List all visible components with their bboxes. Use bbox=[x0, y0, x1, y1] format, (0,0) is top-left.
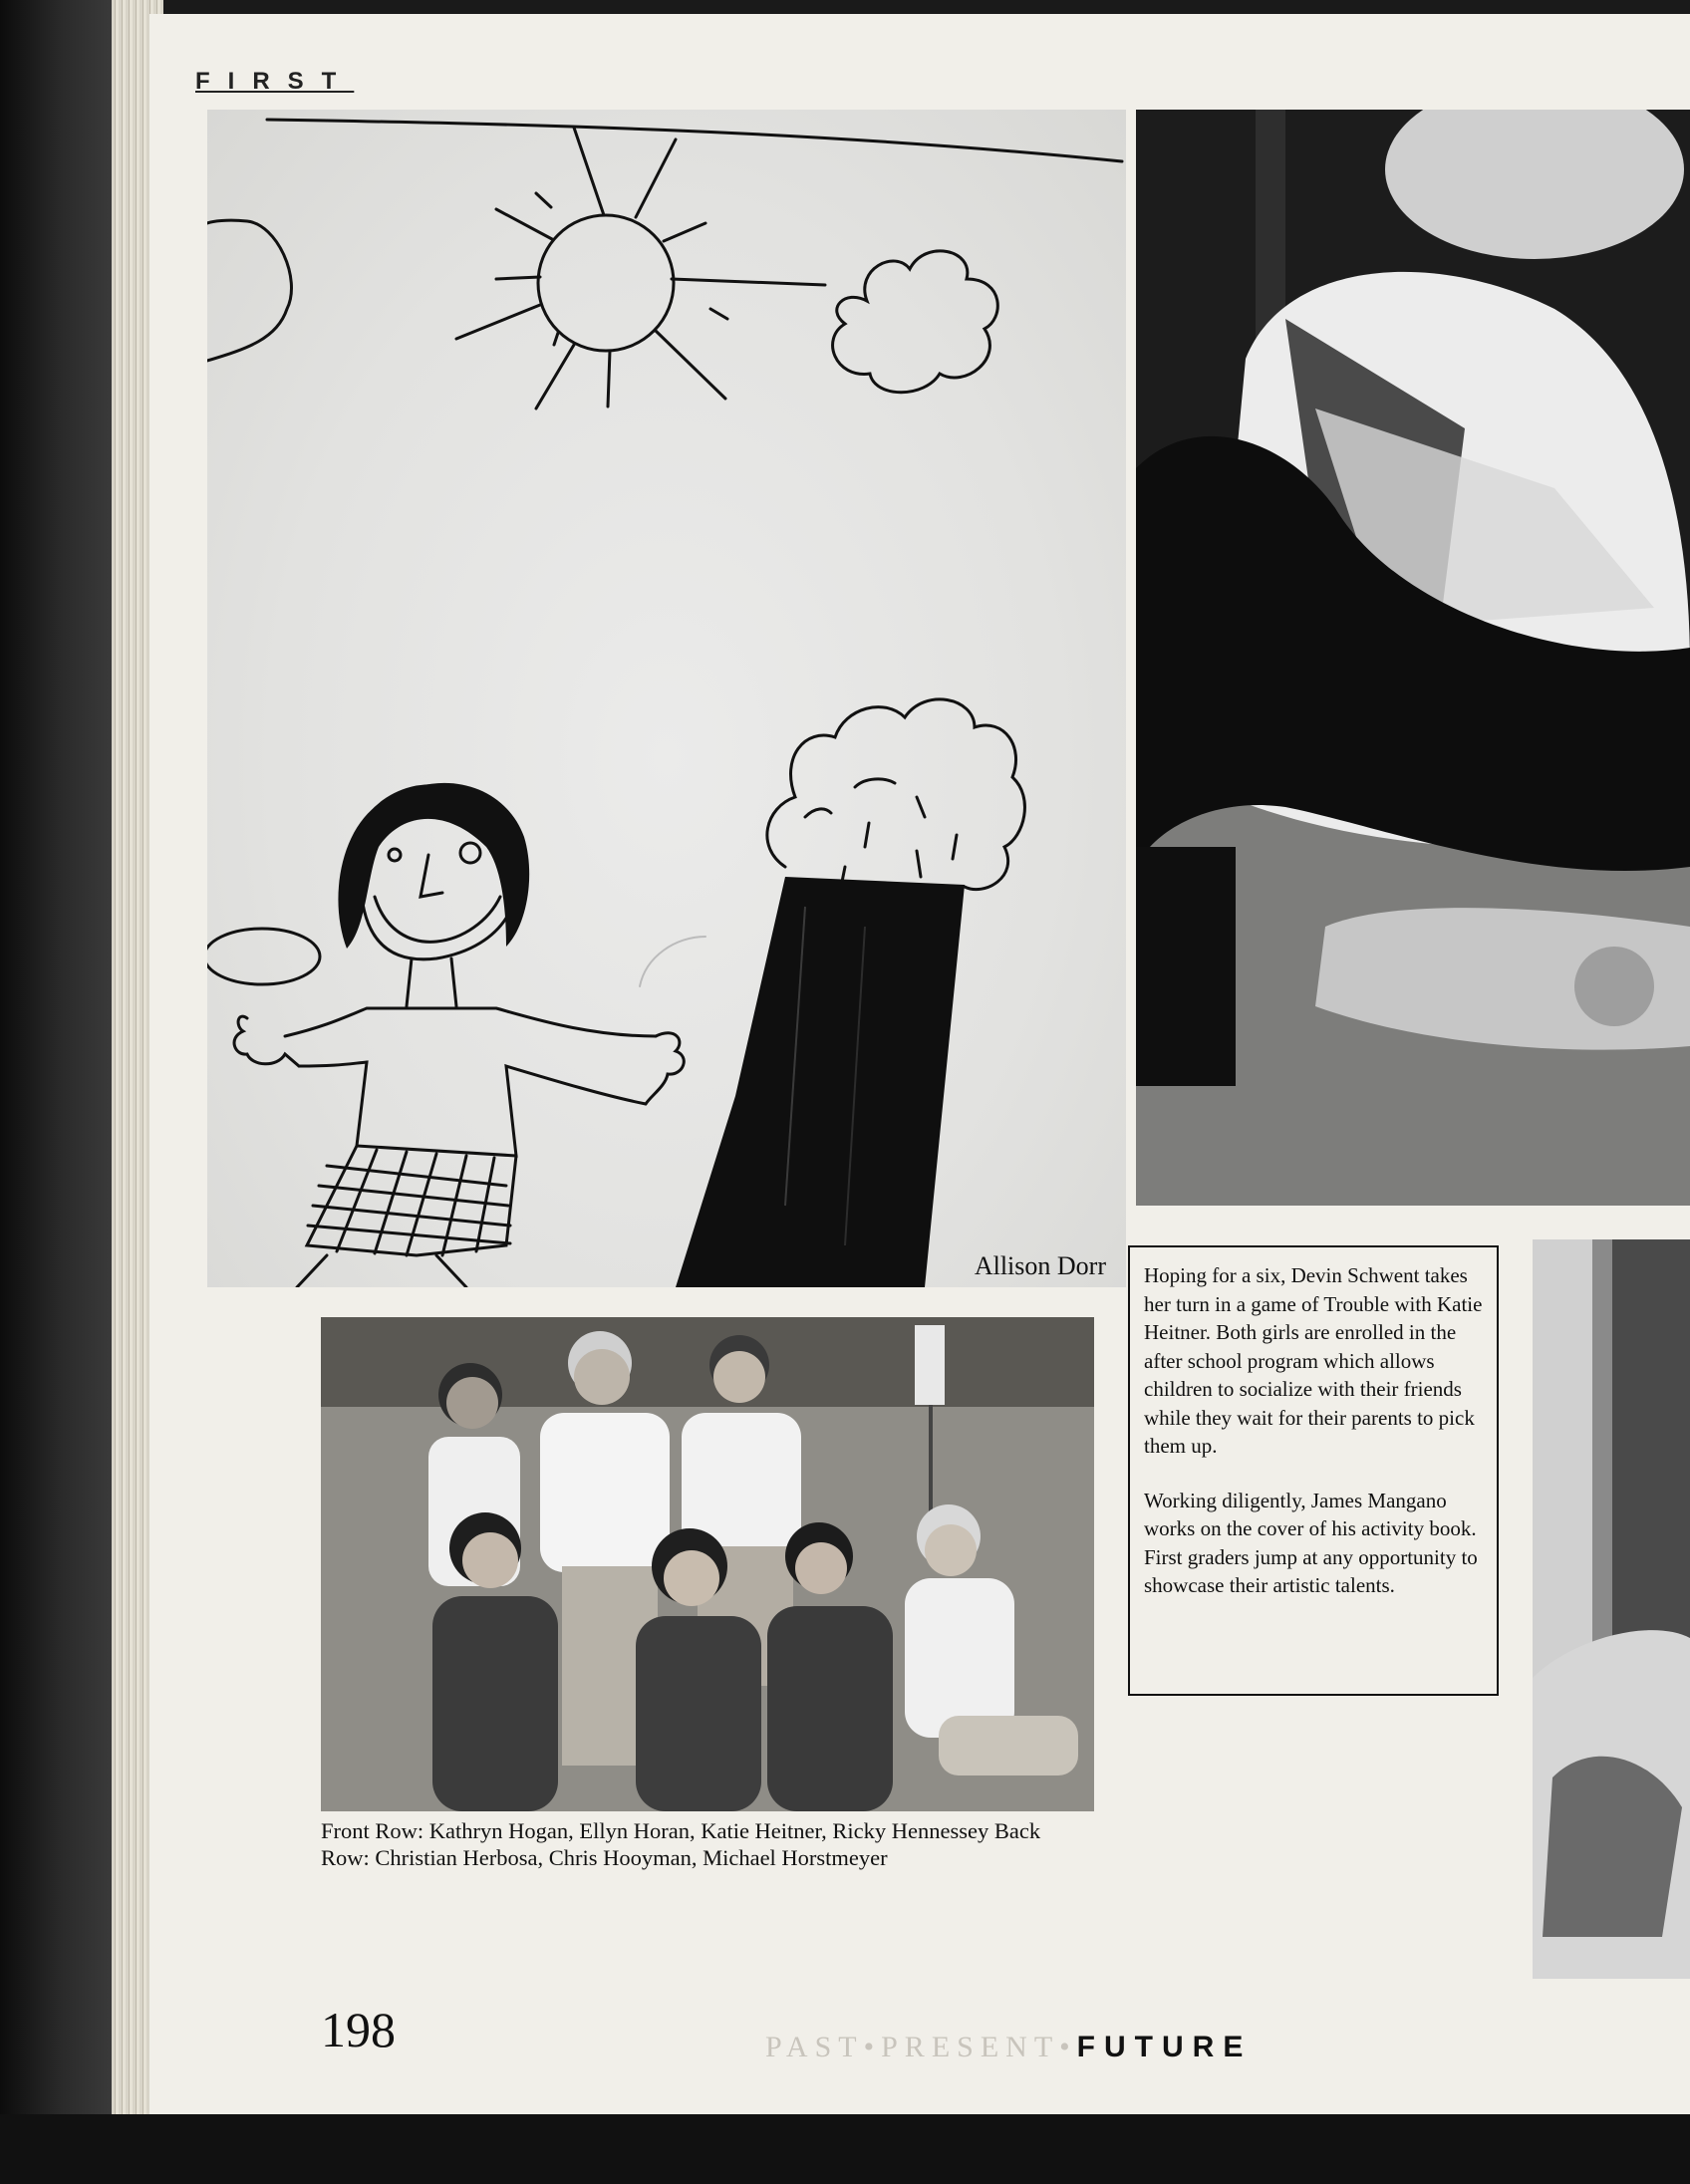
group-photo bbox=[321, 1317, 1094, 1811]
photo-girl-playing-trouble bbox=[1136, 110, 1690, 1206]
caption-box bbox=[1128, 1245, 1499, 1696]
activity-book-photo bbox=[1533, 1239, 1690, 1979]
footer-present: PRESENT bbox=[881, 2031, 1060, 2063]
drawing-credit: Allison Dorr bbox=[974, 1251, 1106, 1280]
footer-brand bbox=[765, 2031, 1252, 2064]
book-binding bbox=[0, 0, 112, 2184]
book-bottom-shadow bbox=[0, 2114, 1690, 2184]
class-group-photo bbox=[321, 1317, 1094, 1811]
page-number: 198 bbox=[321, 2002, 396, 2057]
board-game-photo bbox=[1136, 110, 1690, 1206]
group-photo-caption: Front Row: Kathryn Hogan, Ellyn Horan, Katie Heitner, Ricky Hennessey Back Row: Christian Herbosa, Chris Hooyman, Michael Horstmeyer bbox=[321, 1818, 1041, 1870]
section-label: FIRST bbox=[195, 68, 355, 95]
caption-activity-book: Working diligently, James Mangano works on the cover of his activity book. First graders jump at any opportunity to showcase their artistic talents. bbox=[1144, 1488, 1478, 1597]
footer-separator: • bbox=[1059, 2031, 1077, 2063]
drawing-artwork bbox=[207, 110, 1126, 1287]
caption-trouble-game: Hoping for a six, Devin Schwent takes her turn in a game of Trouble with Katie Heitner. Both girls are enrolled in the after school program which allows children to socialize with their friends while they wait for their parents to pick them up. bbox=[1144, 1263, 1483, 1458]
footer-separator: • bbox=[863, 2031, 882, 2063]
child-drawing bbox=[207, 110, 1126, 1287]
photo-boy-activity-book bbox=[1533, 1239, 1690, 1979]
footer-future: FUTURE bbox=[1076, 2031, 1253, 2063]
footer-past: PAST bbox=[765, 2031, 864, 2063]
